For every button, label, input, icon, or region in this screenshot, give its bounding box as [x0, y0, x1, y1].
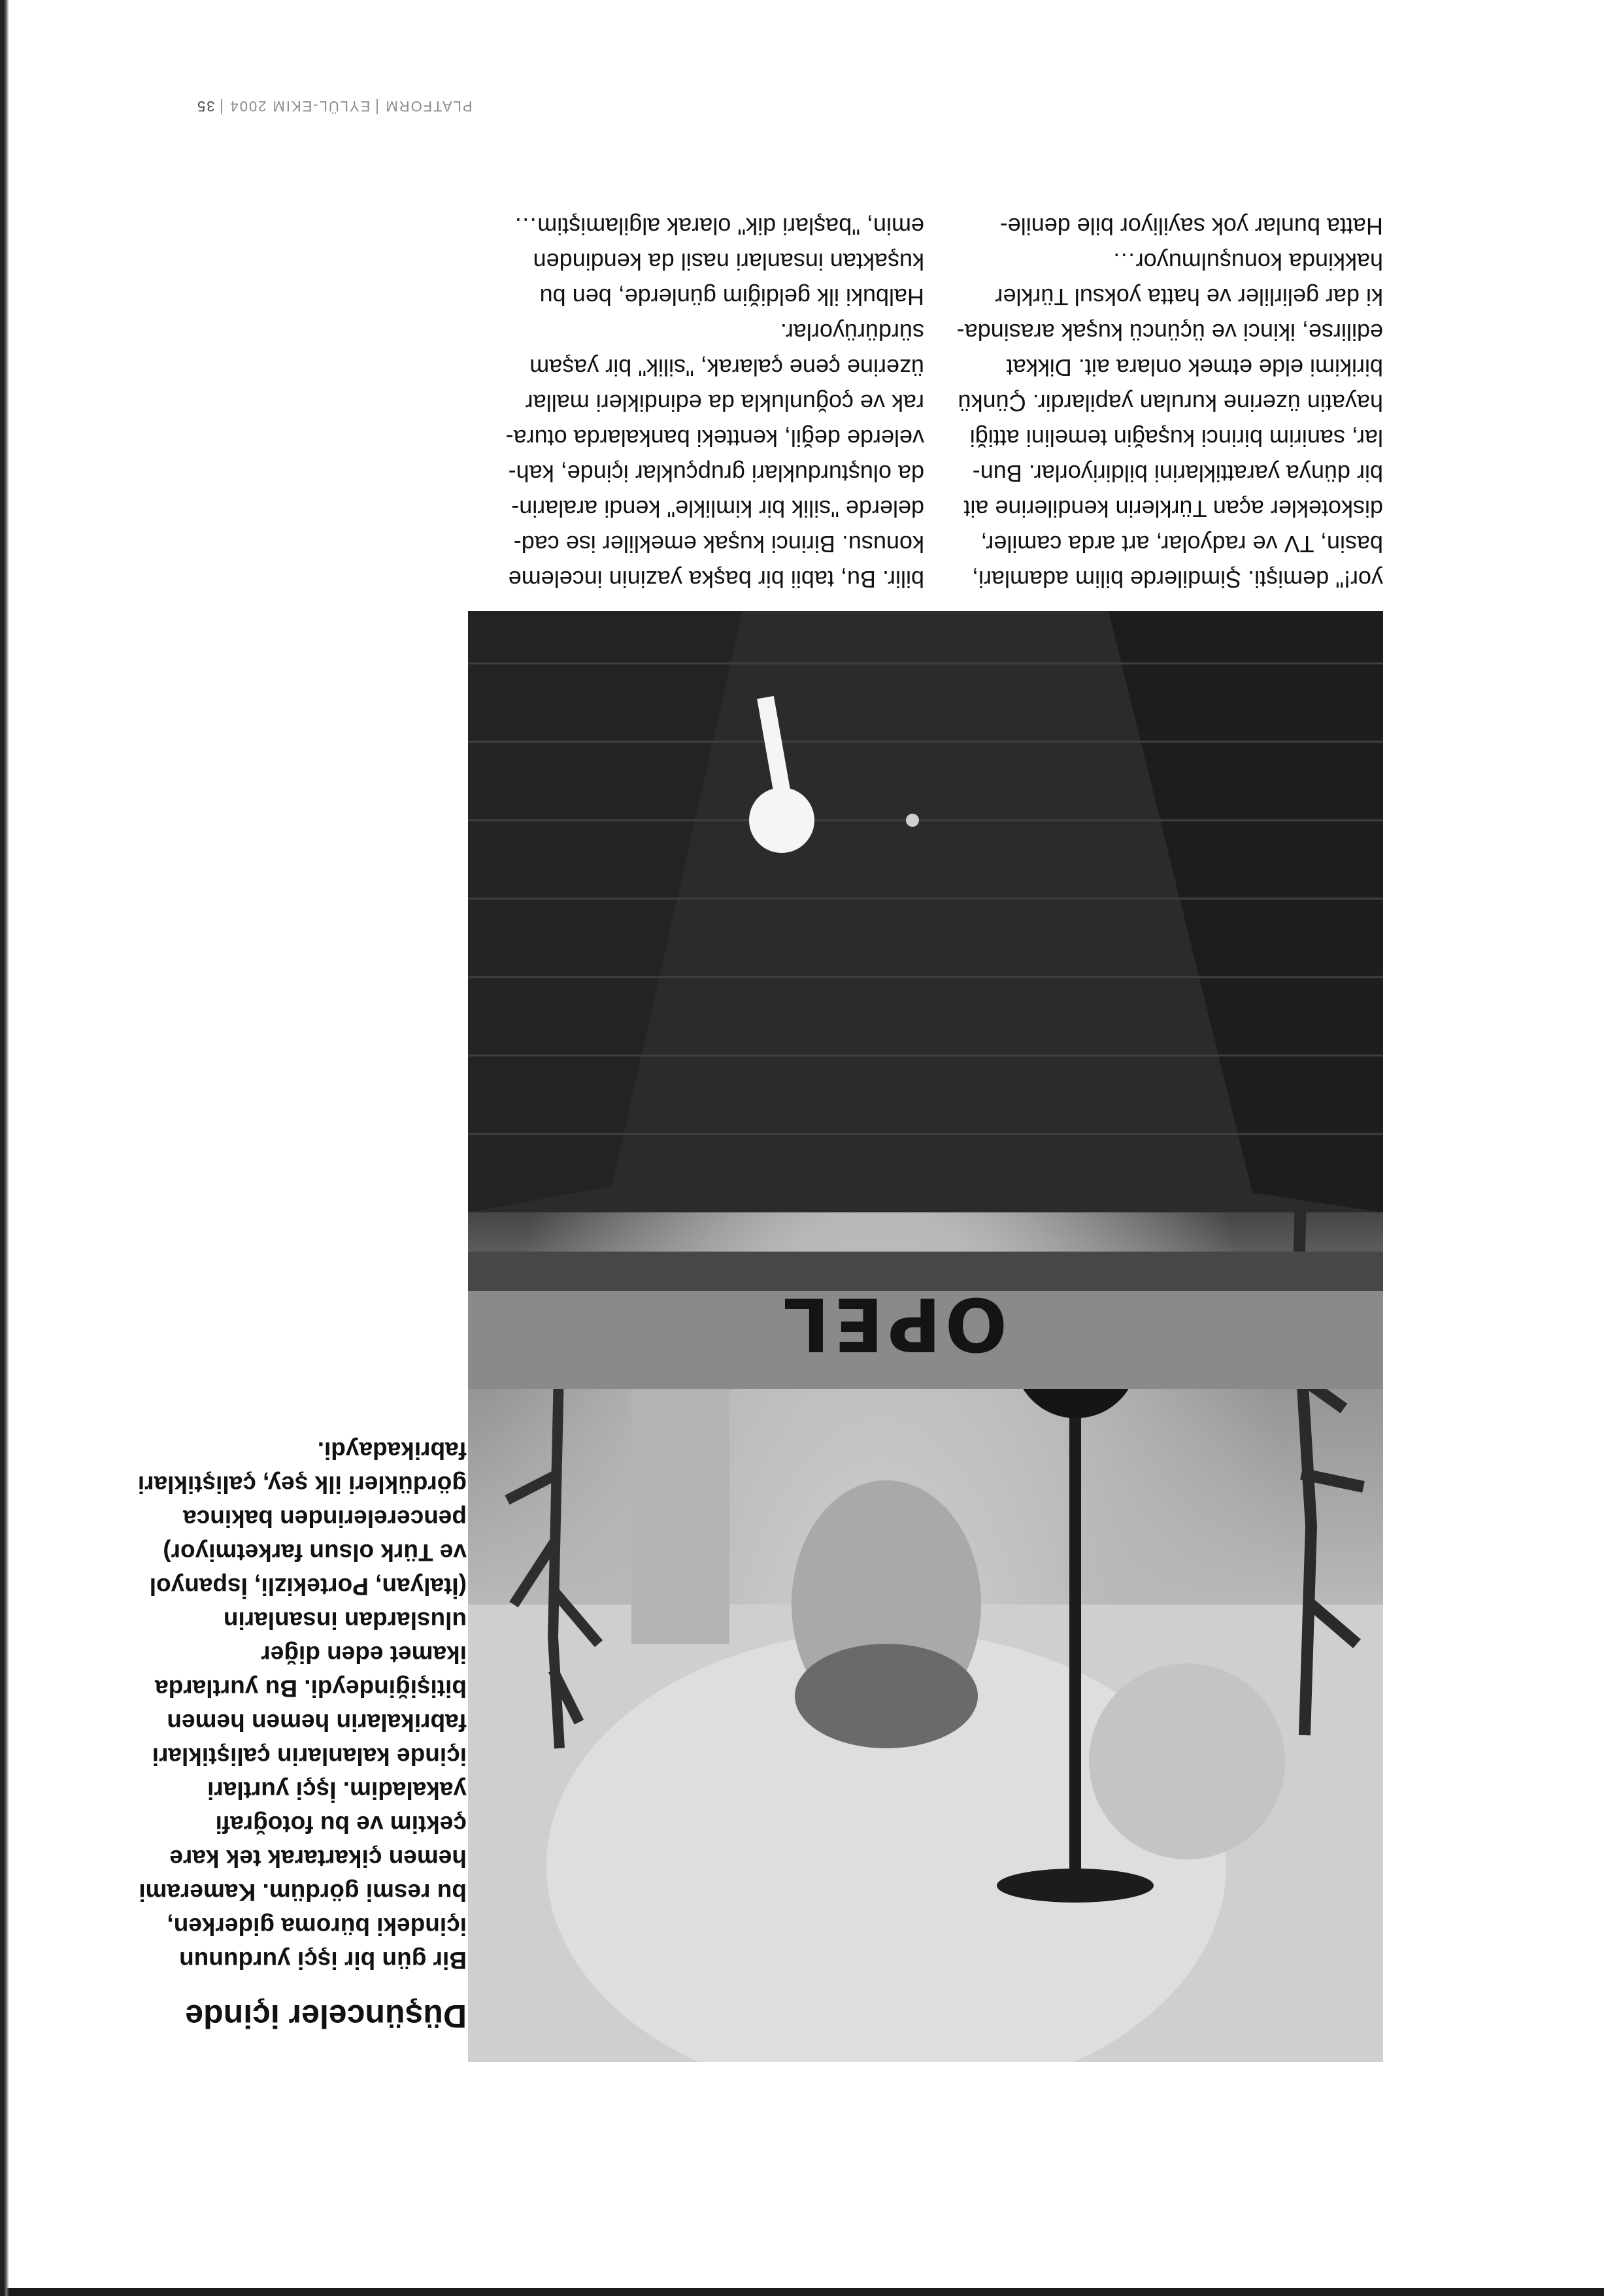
- coat-button: [906, 814, 919, 827]
- white-badge: [749, 788, 814, 853]
- lamp-globe: [1089, 1663, 1285, 1859]
- board: [631, 1363, 729, 1644]
- footer-issue: EYLÜL-EKIM 2004: [229, 98, 371, 114]
- sidebar-text: Bir gün bir işçi yurdunun içindeki büroma giderken, bu resmi gördüm. Kamerami hemen çikartarak tek kare çektim ve bu fotoğrafi yakaladim. İşçi yurtlari içinde kalanlarin çaliştiklari fabrikalarin hemen hemen bitişiğindeydi. Bu yurtlarda ikamet eden diğer uluslardan insanlarin (İtalyan, Portekizli, İspanyol ve Türk olsun farketmiyor) pencerelerinden bakinca gördükleri ilk şey, çaliştiklari fabrikadaydi.: [137, 1437, 467, 1974]
- scan-edge: [0, 2288, 1604, 2296]
- scan-edge-shadow: [0, 0, 9, 2296]
- footer-page-number: 35: [196, 98, 215, 114]
- photograph: [468, 611, 1383, 2062]
- footer-magazine: PLATFORM: [384, 98, 473, 114]
- portrait-shadow: [795, 1644, 978, 1748]
- lamp-pole: [1069, 1389, 1081, 1886]
- sidebar-title: Düşünceler içinde: [185, 1998, 467, 2035]
- lamp-base: [997, 1869, 1154, 1903]
- article-column-right: bilir. Bu, tabii bir başka yazinin inceleme konusu. Birinci kuşak emekliler ise cad- delerde "silik bir kimlikle" kendi aralarin- da oluşturduklari grupçuklar içinde, kah- velerde değil, kentteki bankalarda otura- rak ve çoğunlukla da edindikleri mallar üzerine çene çalarak, "silik" bir yaşam sürdürüyorlar. Halbuki ilk geldiğim günlerde, ben bu kuşaktan insanlari nasil da kendinden emin, "başlari dik" olarak algilamiştim…: [505, 213, 924, 593]
- footer-separator: [376, 99, 378, 114]
- footer-separator: [221, 99, 222, 114]
- page-footer: [196, 97, 473, 114]
- article-column-left: yor!" demişti. Şimdilerde bilim adamlari, basin, TV ve radyolar, art arda camiler, diskotekler açan Türklerin kendilerine ait bir dünya yarattiklarini bildiriyorlar. Bun- lar, sanirim birinci kuşağin temelini attiği hayatin üzerine kurulan yapilardir. Çünkü birikimi elde etmek onlara ait. Dikkat edilirse, ikinci ve üçüncü kuşak arasinda- ki dar gelirliler ve hatta yoksul Türkler hakkinda konuşulmuyor… Hatta bunlar yok sayiliyor bile denile-: [956, 213, 1383, 593]
- photo-caption-sidebar: [48, 1434, 467, 2035]
- photo-sign-text: OPEL: [778, 1281, 1007, 1366]
